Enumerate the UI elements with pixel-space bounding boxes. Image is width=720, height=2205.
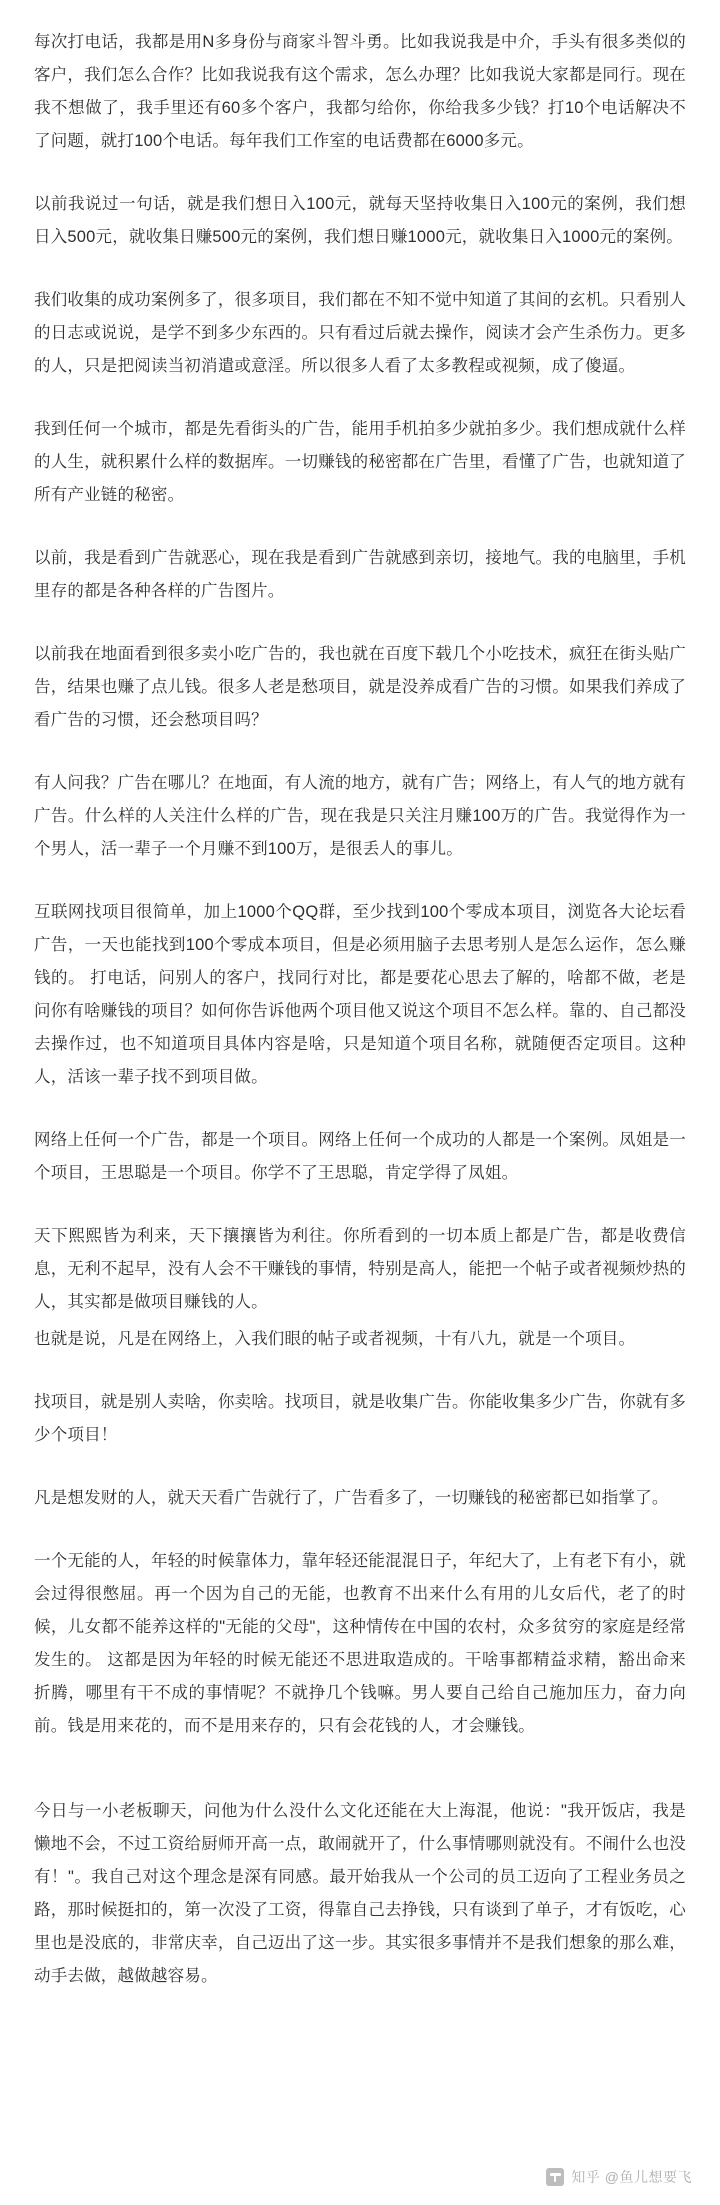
paragraph: 网络上任何一个广告，都是一个项目。网络上任何一个成功的人都是一个案例。凤姐是一个项目，王思聪是一个项目。你学不了王思聪，肯定学得了凤姐。 (34, 1131, 686, 1182)
paragraph: 天下熙熙皆为利来，天下攘攘皆为利往。你所看到的一切本质上都是广告，都是收费信息，无利不起早，没有人会不干赚钱的事情，特别是高人，能把一个帖子或者视频炒热的人，其实都是做项目赚钱的人。 (34, 1227, 686, 1311)
paragraph: 找项目，就是别人卖啥，你卖啥。找项目，就是收集广告。你能收集多少广告，你就有多少个项目！ (34, 1393, 686, 1444)
paragraph: 我到任何一个城市，都是先看街头的广告，能用手机拍多少就拍多少。我们想成就什么样的人生，就积累什么样的数据库。一切赚钱的秘密都在广告里，看懂了广告，也就知道了所有产业链的秘密。 (34, 420, 686, 504)
paragraph: 一个无能的人，年轻的时候靠体力，靠年轻还能混混日子，年纪大了，上有老下有小，就会过得很憋屈。再一个因为自己的无能，也教育不出来什么有用的儿女后代，老了的时候，儿女都不能养这样的"无能的父母"，这种情传在中国的农村，众多贫穷的家庭是经常发生的。 这都是因为年轻的时候无能还不思进取造成的。干啥事都精益求精，豁出命来折腾，哪里有干不成的事情呢？不就挣几个钱嘛。男人要自己给自己施加压力，奋力向前。钱是用来花的，而不是用来存的，只有会花钱的人，才会赚钱。 (34, 1552, 686, 1735)
paragraph: 我们收集的成功案例多了，很多项目，我们都在不知不觉中知道了其间的玄机。只看别人的日志或说说，是学不到多少东西的。只有看过后就去操作，阅读才会产生杀伤力。更多的人，只是把阅读当初消遣或意淫。所以很多人看了太多教程或视频，成了傻逼。 (34, 291, 686, 375)
paragraph: 以前我在地面看到很多卖小吃广告的，我也就在百度下载几个小吃技术，疯狂在街头贴广告，结果也赚了点儿钱。很多人老是愁项目，就是没养成看广告的习惯。如果我们养成了看广告的习惯，还会愁项目吗？ (34, 645, 686, 729)
watermark-text: 知乎 @鱼儿想要飞 (571, 2169, 692, 2185)
paragraph: 以前我说过一句话，就是我们想日入100元，就每天坚持收集日入100元的案例，我们想日入500元，就收集日赚500元的案例，我们想日赚1000元，就收集日入1000元的案例。 (34, 195, 686, 246)
watermark (546, 2167, 692, 2187)
paragraph: 凡是想发财的人，就天天看广告就行了，广告看多了，一切赚钱的秘密都已如指掌了。 (34, 1489, 669, 1507)
paragraph: 今日与一小老板聊天，问他为什么没什么文化还能在大上海混，他说："我开饭店，我是懒地不会，不过工资给厨师开高一点，敢闹就开了，什么事情哪则就没有。不闹什么也没有！"。我自己对这个理念是深有同感。最开始我从一个公司的员工迈向了工程业务员之路，那时候挺扣的，第一次没了工资，得靠自己去挣钱，只有谈到了单子，才有饭吃，心里也是没底的，非常庆幸，自己迈出了这一步。其实很多事情并不是我们想象的那么难，动手去做，越做越容易。 (34, 1802, 686, 1985)
paragraph: 每次打电话，我都是用N多身份与商家斗智斗勇。比如我说我是中介，手头有很多类似的客户，我们怎么合作？比如我说我有这个需求，怎么办理？比如我说大家都是同行。现在我不想做了，我手里还有60多个客户，我都匀给你，你给我多少钱？打10个电话解决不了问题，就打100个电话。每年我们工作室的电话费都在6000多元。 (34, 33, 686, 150)
paragraph: 以前，我是看到广告就恶心，现在我是看到广告就感到亲切，接地气。我的电脑里，手机里存的都是各种各样的广告图片。 (34, 549, 686, 600)
paragraph: 也就是说，凡是在网络上，入我们眼的帖子或者视频，十有八九，就是一个项目。 (34, 1330, 636, 1348)
paragraph: 有人问我？广告在哪儿？在地面，有人流的地方，就有广告；网络上，有人气的地方就有广告。什么样的人关注什么样的广告，现在我是只关注月赚100万的广告。我觉得作为一个男人，活一辈子一个月赚不到100万，是很丢人的事儿。 (34, 774, 686, 858)
zhihu-logo-icon (546, 2168, 564, 2186)
paragraph: 互联网找项目很简单，加上1000个QQ群，至少找到100个零成本项目，浏览各大论坛看广告，一天也能找到100个零成本项目，但是必须用脑子去思考别人是怎么运作，怎么赚钱的。 打电话，问别人的客户，找同行对比，都是要花心思去了解的，啥都不做，老是问你有啥赚钱的项目？如何你告诉他两个项目他又说这个项目不怎么样。靠的、自己都没去操作过，也不知道项目具体内容是啥，只是知道个项目名称，就随便否定项目。这种人，活该一辈子找不到项目做。 (34, 903, 686, 1086)
